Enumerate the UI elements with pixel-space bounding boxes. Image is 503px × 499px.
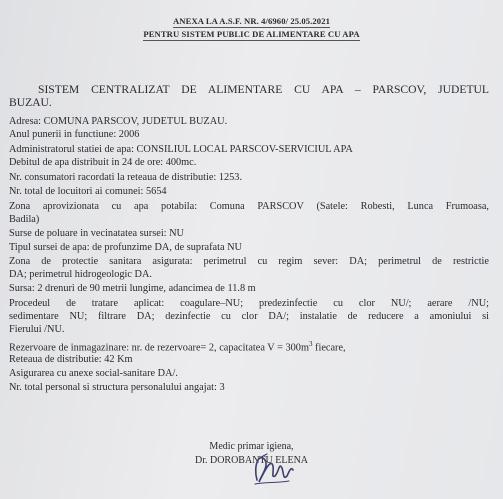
field-tipul-sursei: Tipul sursei de apa: de profunzime DA, de suprafata NU	[9, 242, 242, 253]
field-procedeu-1: Procedeul de tratare aplicat: coagulare–NU; predezinfectie cu clor NU/; aerare /NU;	[9, 298, 489, 309]
signature-role: Medic primar igiena,	[209, 441, 294, 452]
field-asigurarea: Asigurarea cu anexe social-sanitare DA/.	[9, 368, 178, 379]
header-system-text: PENTRU SISTEM PUBLIC DE ALIMENTARE CU APA	[143, 29, 360, 39]
field-administrator: Administratorul statiei de apa: CONSILIUL LOCAL PARSCOV-SERVICIUL APA	[9, 144, 353, 155]
title-line-1: SISTEM CENTRALIZAT DE ALIMENTARE CU APA – PARSCOV, JUDETUL	[38, 83, 489, 96]
field-procedeu-2: sedimentare NU; filtrare DA; dezinfectie cu clor DA/; instalatie de reducere a amoniului si	[9, 311, 489, 322]
title-line-2: BUZAU.	[9, 96, 52, 109]
field-rezervoare-suffix: fiecare,	[312, 342, 346, 354]
field-zona-2: Badila)	[9, 214, 40, 225]
field-anul: Anul punerii in functiune: 2006	[9, 129, 140, 140]
field-rezervoare	[9, 339, 489, 353]
signature-name: Dr. DOROBANTU ELENA	[194, 455, 309, 466]
field-rezervoare-superscript: 3	[308, 340, 313, 348]
field-locuitori: Nr. total de locuitori ai comunei: 5654	[9, 186, 167, 197]
field-adresa: Adresa: COMUNA PARSCOV, JUDETUL BUZAU.	[9, 116, 228, 127]
field-zona-1: Zona aprovizionata cu apa potabila: Comuna PARSCOV (Satele: Robesti, Lunca Frumoasa,	[9, 201, 489, 212]
header-annex-text: ANEXA LA A.S.F. NR. 4/6960/ 25.05.2021	[173, 16, 330, 26]
field-protectie-2: DA; perimetrul hidrogeologic DA.	[9, 269, 152, 280]
field-surse-poluare: Surse de poluare in vecinatatea sursei: NU	[9, 228, 184, 239]
field-debitul: Debitul de apa distribuit in 24 de ore: 400mc.	[9, 157, 197, 168]
handwritten-signature	[249, 446, 297, 490]
field-reteaua: Reteaua de distributie: 42 Km	[9, 354, 133, 365]
field-procedeu-3: Fierului /NU.	[9, 324, 65, 335]
header-annex	[0, 16, 503, 26]
field-consumatori: Nr. consumatori racordati la reteaua de distributie: 1253.	[9, 172, 243, 183]
field-personal: Nr. total personal si structura personalului angajat: 3	[9, 382, 225, 393]
field-sursa: Sursa: 2 drenuri de 90 metrii lungime, adancimea de 11.8 m	[9, 283, 256, 294]
field-rezervoare-text: Rezervoare de inmagazinare: nr. de rezervoare= 2, capacitatea V = 300m	[9, 342, 309, 354]
field-protectie-1: Zona de protectie sanitara asigurata: perimetrul cu regim sever: DA; perimetrul de restrictie	[9, 256, 489, 267]
header-system	[0, 29, 503, 39]
